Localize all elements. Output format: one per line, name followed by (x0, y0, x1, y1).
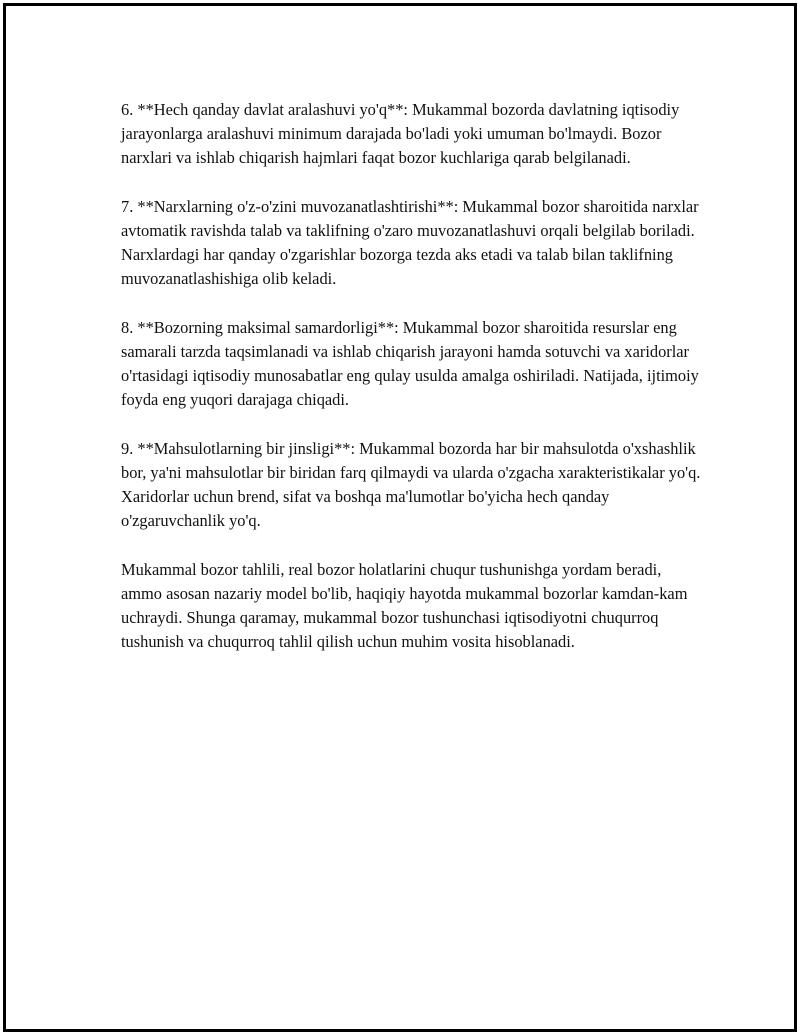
paragraph-conclusion: Mukammal bozor tahlili, real bozor holatlarini chuqur tushunishga yordam beradi, ammo asosan nazariy model bo'lib, haqiqiy hayotda mukammal bozorlar kamdan-kam uchraydi. Shunga qaramay, mukammal bozor tushunchasi iqtisodiyotni chuqurroq tushunish va chuqurroq tahlil qilish uchun muhim vosita hisoblanadi. (121, 559, 688, 652)
paragraph-item-7: 7. **Narxlarning o'z-o'zini muvozanatlashtirishi**: Mukammal bozor sharoitida narxlar avtomatik ravishda talab va taklifning o'zaro muvozanatlashuvi orqali belgilab boriladi. Narxlardagi har qanday o'zgarishlar bozorga tezda aks etadi va talab bilan taklifning muvozanatlashishiga olib keladi. (121, 196, 699, 289)
document-body (121, 98, 701, 679)
paragraph-item-6: 6. **Hech qanday davlat aralashuvi yo'q**: Mukammal bozorda davlatning iqtisodiy jarayonlarga aralashuvi minimum darajada bo'ladi yoki umuman bo'lmaydi. Bozor narxlari va ishlab chiqarish hajmlari faqat bozor kuchlariga qarab belgilanadi. (121, 100, 680, 168)
paragraph-item-8: 8. **Bozorning maksimal samardorligi**: Mukammal bozor sharoitida resurslar eng samarali tarzda taqsimlanadi va ishlab chiqarish jarayoni hamda sotuvchi va xaridorlar o'rtasidagi iqtisodiy munosabatlar eng qulay usulda amalga oshiriladi. Natijada, ijtimoiy foyda eng yuqori darajaga chiqadi. (121, 317, 699, 410)
paragraph-item-9: 9. **Mahsulotlarning bir jinsligi**: Mukammal bozorda har bir mahsulotda o'xshashlik bor, ya'ni mahsulotlar bir biridan farq qilmaydi va ularda o'zgacha xarakteristikalar yo'q. Xaridorlar uchun brend, sifat va boshqa ma'lumotlar bo'yicha hech qanday o'zgaruvchanlik yo'q. (121, 438, 701, 531)
page-frame (3, 3, 797, 1032)
